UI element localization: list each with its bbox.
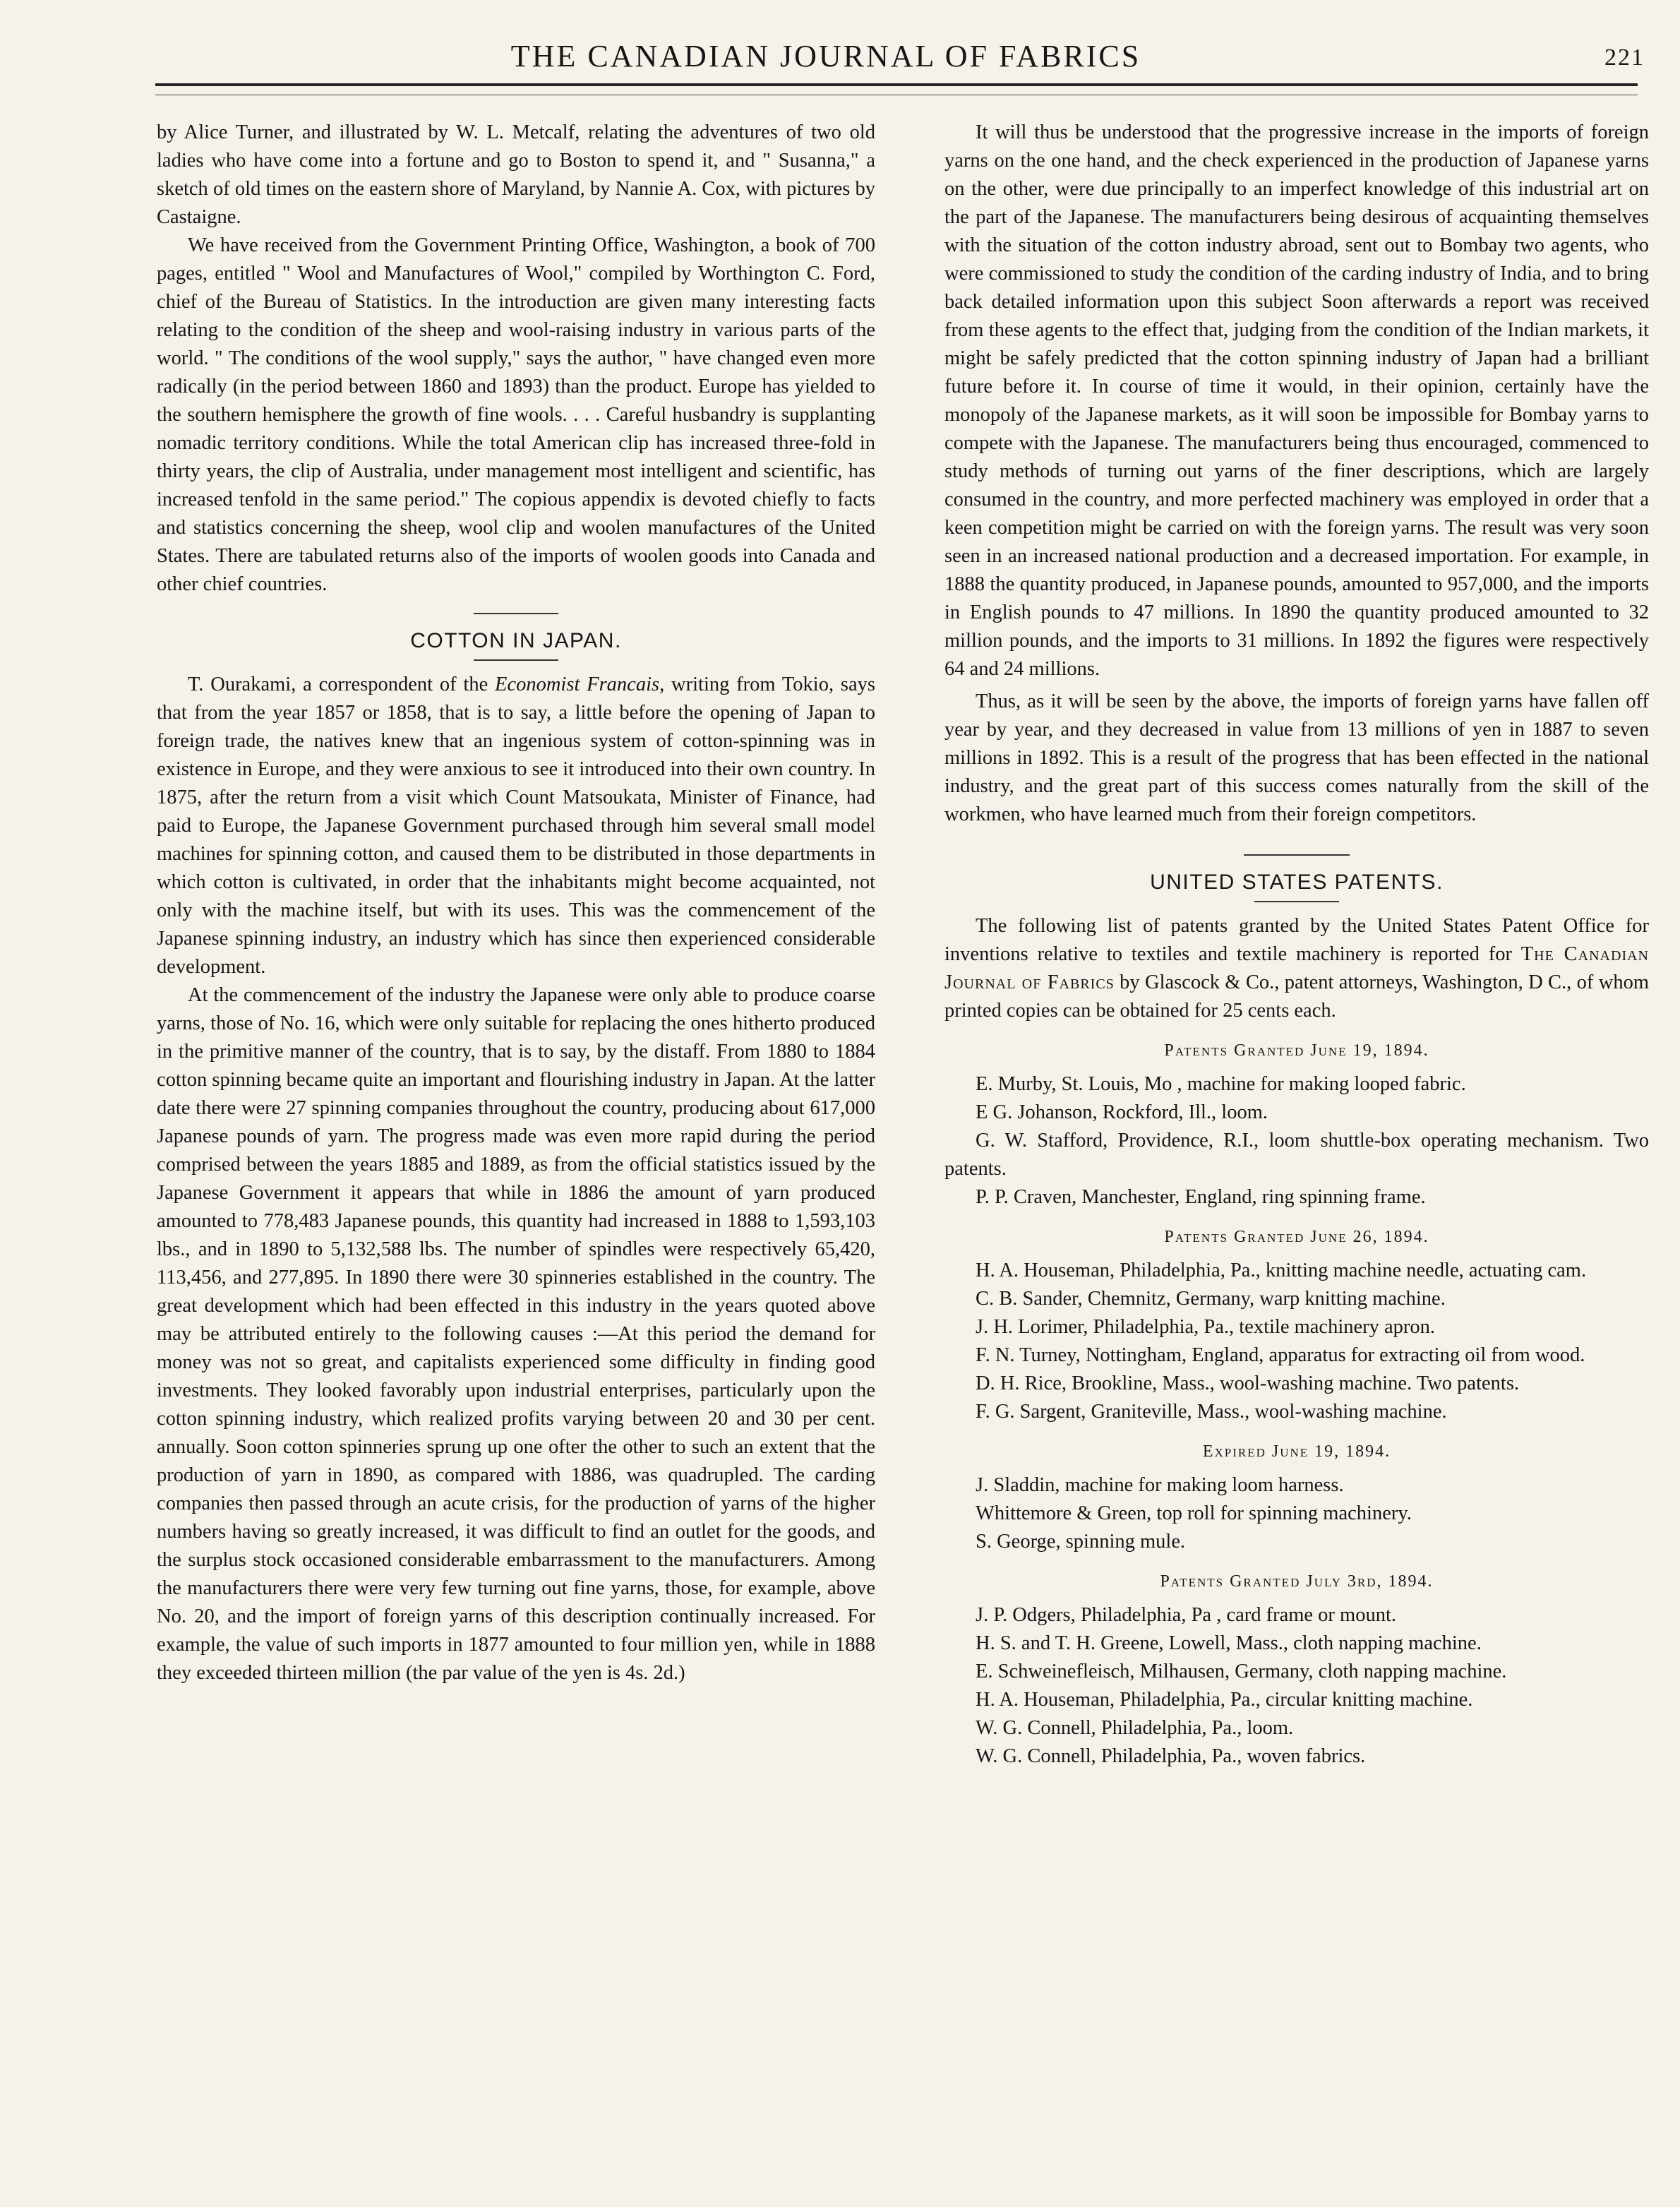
page-number: 221: [1604, 44, 1645, 71]
patent-entry: H. A. Houseman, Philadelphia, Pa., circular knitting machine.: [976, 1689, 1473, 1711]
patent-entry: D. H. Rice, Brookline, Mass., wool-washing machine. Two patents.: [976, 1372, 1520, 1394]
patent-list: [944, 1257, 1649, 1426]
heading-underline-rule: [1254, 901, 1339, 902]
united-states-patents-heading: UNITED STATES PATENTS.: [1150, 871, 1444, 894]
patent-list: [944, 1601, 1649, 1771]
section-divider-rule: [474, 613, 558, 614]
heading-underline-rule: [474, 659, 558, 661]
journal-name-smallcaps: The Canadian Journal of Fabrics: [944, 943, 1649, 993]
patent-entry: E. Murby, St. Louis, Mo , machine for making looped fabric.: [976, 1073, 1466, 1095]
cotton-p1-lead: T. Ourakami, a correspondent of the: [188, 674, 496, 695]
cotton-paragraph-2: At the commencement of the industry the Japanese were only able to produce coarse yarns, those of No. 16, which were only suitable for replacing the ones hitherto produced in the primitive manner of the country, that is to say, by the distaff. From 1880 to 1884 cotton spinning became quite an important and flourishing industry in Japan. At the latter date there were 27 spinning companies throughout the country, producing about 617,000 Japanese pounds of yarn. The progress made was even more rapid during the period comprised between the years 1885 and 1889, as from the official statistics issued by the Japanese Government it appears that while in 1886 the amount of yarn produced amounted to 778,483 Japanese pounds, this quantity had increased in 1888 to 1,593,103 lbs., and in 1890 to 5,132,588 lbs. The number of spindles were respectively 65,420, 113,456, and 277,895. In 1890 there were 30 spinneries established in the country. The great development which had been effected in this industry in the years quoted above may be attributed entirely to the following causes :—At this period the demand for money was not so great, and capitalists experienced some difficulty in finding good investments. They looked favorably upon industrial enterprises, particularly upon the cotton spinning industry, which realized profits varying between 20 and 30 per cent. annually. Soon cotton spinneries sprung up one ofter the other to such an extent that the production of yarn in 1890, as compared with 1886, was quadrupled. The carding companies then passed through an acute crisis, for the production of yarns of the higher numbers having so greatly increased, it was difficult to find an outlet for the goods, and the surplus stock occasioned considerable embarrassment to the manufacturers. Among the manufacturers there were very few turning out fine yarns, those, for example, above No. 20, and the import of foreign yarns of this description continually increased. For example, the value of such imports in 1877 amounted to four million yen, while in 1888 they exceeded thirteen million (the par value of the yen is 4s. 2d.): [157, 984, 875, 1684]
cotton-paragraph-1: [157, 671, 875, 981]
section-divider-rule: [1244, 854, 1350, 856]
continued-paragraph: by Alice Turner, and illustrated by W. L. Metcalf, relating the adventures of two old ladies who have come into a fortune and go to Boston to spend it, and " Susanna," a sketch of old times on the eastern shore of Maryland, by Nannie A. Cox, with pictures by Castaigne.: [157, 121, 875, 228]
patent-entry: C. B. Sander, Chemnitz, Germany, warp knitting machine.: [976, 1288, 1446, 1310]
patent-list: [944, 1070, 1649, 1212]
patent-entry: G. W. Stafford, Providence, R.I., loom shuttle-box operating mechanism. Two patents.: [944, 1130, 1649, 1180]
patents-intro-rest: by Glascock & Co., patent attorneys, Washington, D C., of whom printed copies can be obtained for 25 cents each.: [944, 971, 1649, 1022]
running-head: [148, 37, 1645, 79]
journal-title: THE CANADIAN JOURNAL OF FABRICS: [510, 39, 1141, 73]
cotton-p1-rest: writing from Tokio, says that from the year 1857 or 1858, that is to say, a little before the opening of Japan to foreign trade, the natives knew that an ingenious system of cotton-spinning was in existence in Europe, and they were anxious to see it introduced into their own country. In 1875, after the return from a visit which Count Matsoukata, Minister of Finance, had paid to Europe, the Japanese Government purchased through him several small model machines for spinning cotton, and caused them to be distributed in those departments in which cotton is cultivated, in order that the inhabitants might become acquainted, not only with the machine itself, but with its uses. This was the commencement of the Japanese spinning industry, an industry which has since then experienced considerable development.: [157, 674, 875, 978]
patent-entry: S. George, spinning mule.: [976, 1531, 1186, 1553]
patent-group-heading: Patents Granted June 26, 1894.: [1164, 1228, 1429, 1246]
patent-entry: Whittemore & Green, top roll for spinning machinery.: [976, 1502, 1412, 1524]
cotton-paragraph-3: It will thus be understood that the progressive increase in the imports of foreign yarns on the one hand, and the check experienced in the production of Japanese yarns on the other, were due principally to an imperfect knowledge of this industrial art on the part of the Japanese. The manufacturers being desirous of acquainting themselves with the situation of the cotton industry abroad, sent out to Bombay two agents, who were commissioned to study the condition of the carding industry of India, and to bring back detailed information upon this subject Soon afterwards a report was received from these agents to the effect that, judging from the condition of the Indian markets, it might be safely predicted that the cotton spinning industry of Japan had a brilliant future before it. In course of time it would, in their opinion, certainly have the monopoly of the Japanese markets, as it will soon be impossible for Bombay yarns to compete with the Japanese. The manufacturers being thus encouraged, commenced to study methods of turning out yarns of the finer descriptions, which are largely consumed in the country, and more perfected machinery was employed in order that a keen competition might be carried on with the foreign yarns. The result was very soon seen in an increased national production and a decreased importation. For example, in 1888 the quantity produced, in Japanese pounds, amounted to 957,000, and the imports in English pounds to 47 millions. In 1890 the quantity produced amounted to 32 million pounds, and the imports to 31 millions. In 1892 the figures were respectively 64 and 24 millions.: [944, 121, 1649, 680]
cotton-paragraph-4: Thus, as it will be seen by the above, the imports of foreign yarns have fallen off year by year, and they decreased in value from 13 millions of yen in 1887 to seven millions in 1892. This is a result of the progress that has been effected in the national industry, and the great part of this success comes naturally from the skill of the workmen, who have learned much from their foreign competitors.: [944, 690, 1649, 825]
cotton-in-japan-heading: COTTON IN JAPAN.: [410, 629, 622, 652]
header-double-rule: [155, 83, 1638, 95]
patent-group-heading: Expired June 19, 1894.: [1202, 1442, 1391, 1461]
patent-entry: F. N. Turney, Nottingham, England, apparatus for extracting oil from wood.: [976, 1344, 1585, 1366]
patent-group-heading: Patents Granted July 3rd, 1894.: [1160, 1572, 1434, 1591]
patent-entry: P. P. Craven, Manchester, England, ring spinning frame.: [976, 1186, 1426, 1208]
left-column: [157, 119, 875, 1687]
patent-list: [944, 1471, 1649, 1556]
patent-entry: J. Sladdin, machine for making loom harness.: [976, 1474, 1344, 1496]
wool-book-paragraph: We have received from the Government Printing Office, Washington, a book of 700 pages, entitled " Wool and Manufactures of Wool," compiled by Worthington C. Ford, chief of the Bureau of Statistics. In the introduction are given many interesting facts relating to the condition of the sheep and wool-raising industry in various parts of the world. " The conditions of the wool supply," says the author, " have changed even more radically (in the period between 1860 and 1893) than the product. Europe has yielded to the southern hemisphere the growth of fine wools. . . . Careful husbandry is supplanting nomadic territory conditions. While the total American clip has increased three-fold in thirty years, the clip of Australia, under management most intelligent and scientific, has increased tenfold in the same period." The copious appendix is devoted chiefly to facts and statistics concerning the sheep, wool clip and woolen manufactures of the United States. There are tabulated returns also of the imports of woolen goods into Canada and other chief countries.: [157, 234, 875, 595]
patent-group-heading: Patents Granted June 19, 1894.: [1164, 1041, 1429, 1060]
patent-entry: F. G. Sargent, Graniteville, Mass., wool-washing machine.: [976, 1401, 1447, 1423]
patents-intro-paragraph: [944, 912, 1649, 1025]
patent-entry: H. A. Houseman, Philadelphia, Pa., knitting machine needle, actuating cam.: [976, 1260, 1587, 1281]
patent-entry: E G. Johanson, Rockford, Ill., loom.: [976, 1101, 1268, 1123]
right-column: [944, 119, 1649, 1771]
patent-entry: W. G. Connell, Philadelphia, Pa., woven fabrics.: [976, 1745, 1366, 1767]
patent-entry: J. H. Lorimer, Philadelphia, Pa., textile machinery apron.: [976, 1316, 1436, 1338]
patent-entry: J. P. Odgers, Philadelphia, Pa , card frame or mount.: [976, 1604, 1397, 1626]
patents-intro-lead: The following list of patents granted by the United States Patent Office for inventions relative to textiles and textile machinery is reported for: [944, 915, 1649, 965]
patent-entry: W. G. Connell, Philadelphia, Pa., loom.: [976, 1717, 1294, 1739]
patent-entry: H. S. and T. H. Greene, Lowell, Mass., cloth napping machine.: [976, 1632, 1482, 1654]
publication-name: Economist Francais,: [495, 674, 665, 695]
patent-entry: E. Schweinefleisch, Milhausen, Germany, cloth napping machine.: [976, 1661, 1507, 1682]
